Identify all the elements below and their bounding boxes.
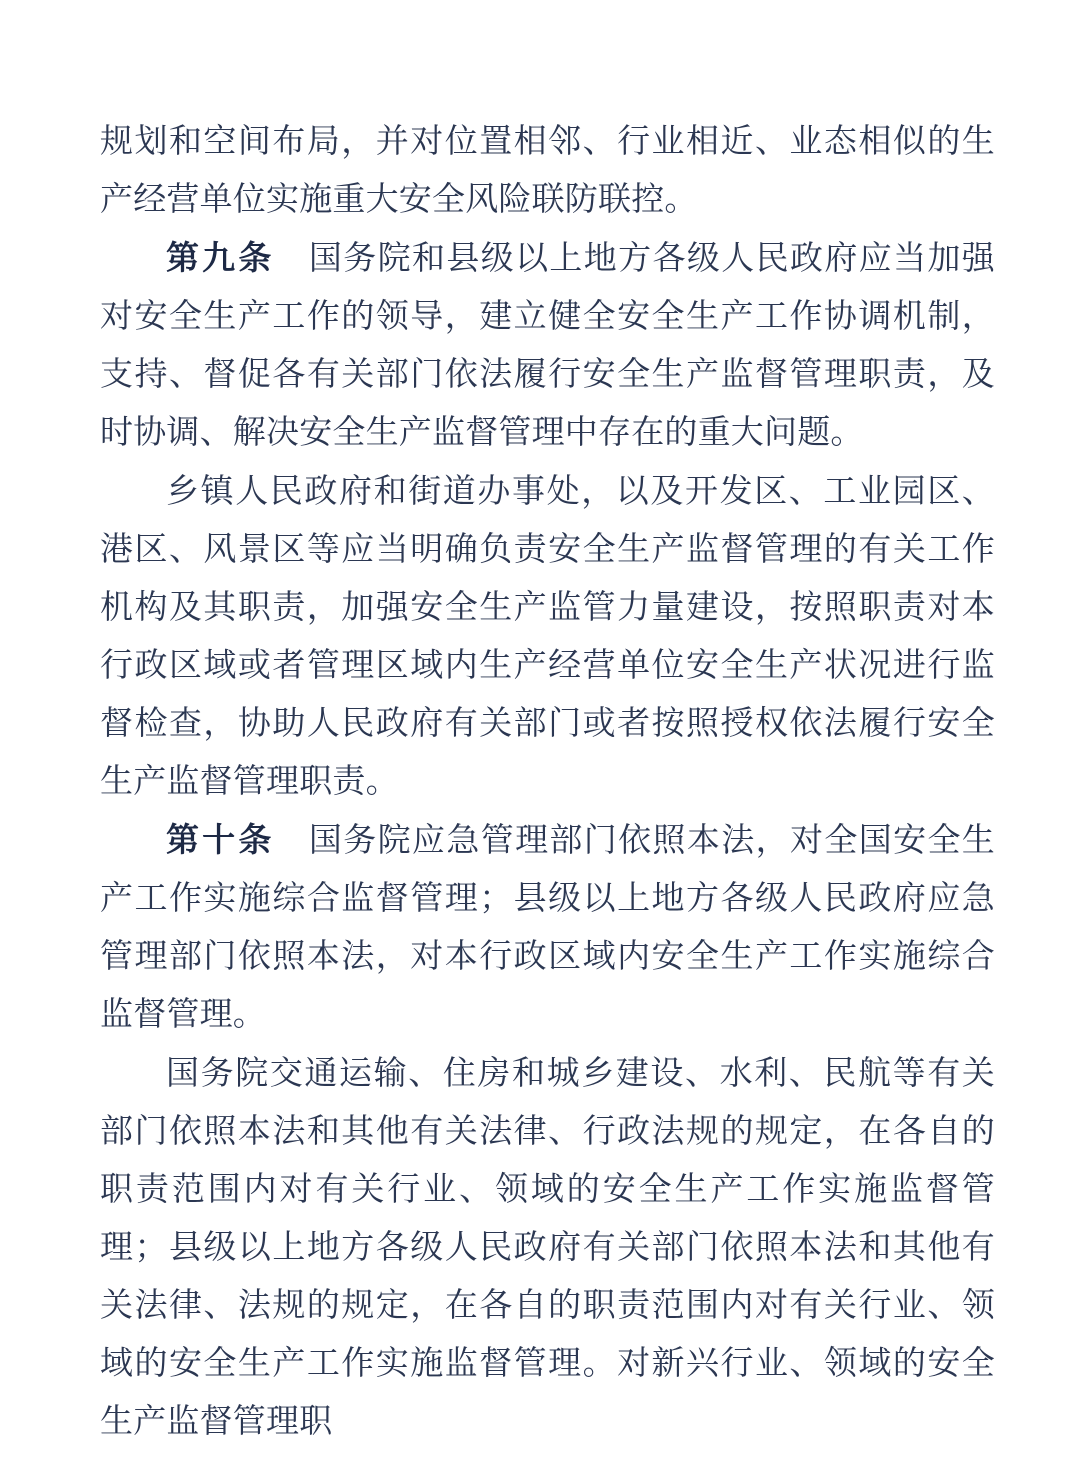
paragraph-article-10 [100, 811, 995, 1044]
paragraph-article-9 [100, 229, 995, 462]
paragraph-text: 国务院和县级以上地方各级人民政府应当加强对安全生产工作的领导，建立健全安全生产工作协调机制，支持、督促各有关部门依法履行安全生产监督管理职责，及时协调、解决安全生产监督管理中存在的重大问题。 [100, 241, 996, 451]
paragraph-article-10-clause-2 [100, 1044, 995, 1451]
label-separator [275, 823, 309, 859]
document-body [100, 112, 995, 1451]
article-number: 第九条 [166, 239, 275, 276]
paragraph-text: 国务院交通运输、住房和城乡建设、水利、民航等有关部门依照本法和其他有关法律、行政法规的规定，在各自的职责范围内对有关行业、领域的安全生产工作实施监督管理；县级以上地方各级人民政府有关部门依照本法和其他有关法律、法规的规定，在各自的职责范围内对有关行业、领域的安全生产工作实施监督管理。对新兴行业、领域的安全生产监督管理职 [100, 1056, 995, 1440]
paragraph-text: 乡镇人民政府和街道办事处，以及开发区、工业园区、港区、风景区等应当明确负责安全生产监督管理的有关工作机构及其职责，加强安全生产监管力量建设，按照职责对本行政区域或者管理区域内生产经营单位安全生产状况进行监督检查，协助人民政府有关部门或者按照授权依法履行安全生产监督管理职责。 [100, 474, 995, 800]
article-number: 第十条 [166, 821, 275, 858]
label-separator [275, 241, 309, 277]
paragraph-article-9-clause-2 [100, 462, 995, 811]
paragraph-text: 国务院应急管理部门依照本法，对全国安全生产工作实施综合监督管理；县级以上地方各级人民政府应急管理部门依照本法，对本行政区域内安全生产工作实施综合监督管理。 [100, 823, 996, 1033]
paragraph-text: 规划和空间布局，并对位置相邻、行业相近、业态相似的生产经营单位实施重大安全风险联防联控。 [100, 124, 995, 218]
paragraph-continuation [100, 112, 995, 229]
